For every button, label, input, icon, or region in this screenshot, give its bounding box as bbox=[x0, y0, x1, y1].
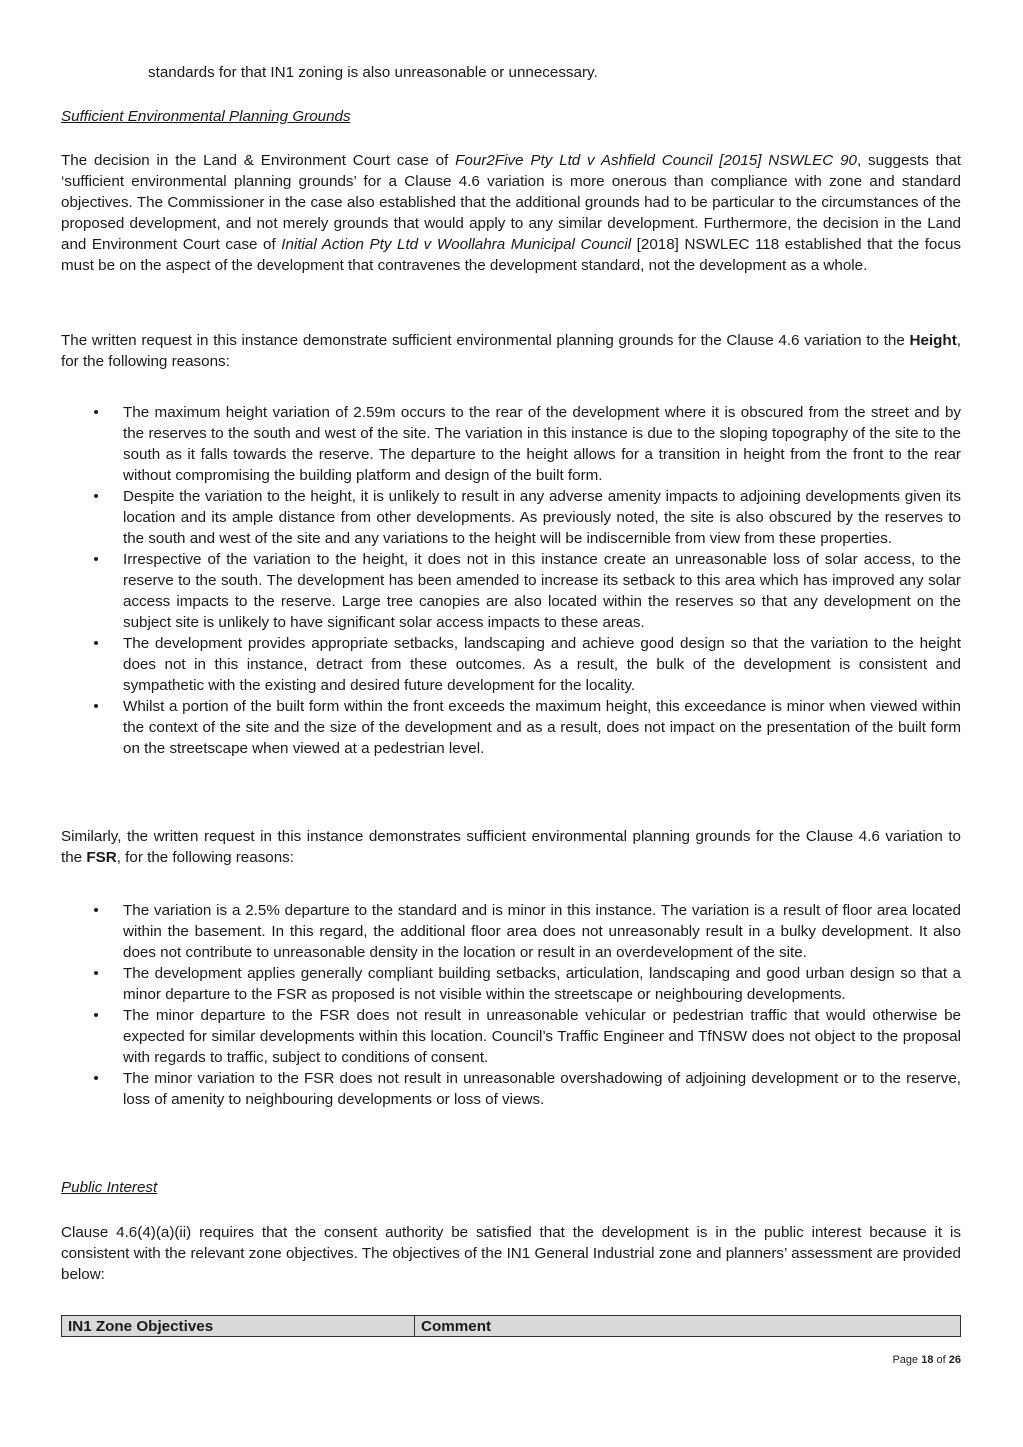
list-item-text: The variation is a 2.5% departure to the standard and is minor in this instance. The variation is a result of floor area located within the basement. In this regard, the additional floor area does not unreasonably result in a bulky development. It also does not contribute to unreasonable density in the location or result in an overdevelopment of the site. bbox=[123, 902, 961, 961]
page-total: 26 bbox=[948, 1354, 961, 1366]
continued-text-line: standards for that IN1 zoning is also unreasonable or unnecessary. bbox=[148, 64, 598, 81]
section-heading-public-interest bbox=[61, 1177, 961, 1198]
list-item bbox=[61, 1068, 961, 1110]
list-item-text: The minor departure to the FSR does not result in unreasonable vehicular or pedestrian traffic that would otherwise be expected for similar developments within this location. Council’s Traffic Engineer and TfNSW does not object to the proposal with regards to traffic, subject to conditions of consent. bbox=[123, 1007, 961, 1066]
case-citation: Four2Five Pty Ltd v Ashfield Council [2015] NSWLEC 90 bbox=[455, 152, 857, 169]
paragraph-text: , for the following reasons: bbox=[61, 332, 961, 370]
list-item-text: Irrespective of the variation to the height, it does not in this instance create an unreasonable loss of solar access, to the reserve to the south. The development has been amended to increase its setback to this area which has improved any solar access impacts to the reserve. Large tree canopies are also located within the reserves so that any development on the subject site is unlikely to have significant solar access impacts to these areas. bbox=[123, 551, 961, 631]
page-number bbox=[892, 1353, 961, 1367]
section-heading-text: Public Interest bbox=[61, 1179, 158, 1196]
paragraph-court-cases bbox=[61, 150, 961, 276]
list-item-text: Whilst a portion of the built form within the front exceeds the maximum height, this exceedance is minor when viewed within the context of the site and the size of the development and as a result, does not impact on the presentation of the built form on the streetscape when viewed at a pedestrian level. bbox=[123, 698, 961, 757]
page-label: Page bbox=[892, 1354, 922, 1366]
zone-objectives-table-header bbox=[61, 1315, 961, 1337]
page-current: 18 bbox=[921, 1354, 934, 1366]
list-item bbox=[61, 900, 961, 963]
list-item-text: Despite the variation to the height, it is unlikely to result in any adverse amenity impacts to adjoining developments given its location and its ample distance from other developments. As previously noted, the site is also obscured by the reserves to the south and west of the site and any variations to the height will be indiscernible from view from these properties. bbox=[123, 488, 961, 547]
paragraph-height-intro bbox=[61, 330, 961, 372]
paragraph-public-interest: Clause 4.6(4)(a)(ii) requires that the consent authority be satisfied that the development is in the public interest because it is consistent with the relevant zone objectives. The objectives of the IN1 General Industrial zone and planners’ assessment are provided below: bbox=[61, 1224, 961, 1283]
table-header-comment: Comment bbox=[421, 1318, 492, 1335]
page-of-label: of bbox=[933, 1354, 949, 1366]
list-item bbox=[61, 486, 961, 549]
table-header-objectives: IN1 Zone Objectives bbox=[62, 1316, 415, 1336]
list-item bbox=[61, 402, 961, 486]
paragraph-text: [2018] NSWLEC 118 established that the focus must be on the aspect of the development that contravenes the development standard, not the development as a whole. bbox=[61, 236, 962, 274]
bullet-icon: • bbox=[93, 698, 99, 715]
height-reasons-list bbox=[61, 402, 961, 759]
bullet-icon: • bbox=[93, 902, 99, 919]
bullet-icon: • bbox=[93, 1007, 99, 1024]
paragraph-fsr-intro bbox=[61, 826, 961, 868]
list-item-text: The development applies generally compliant building setbacks, articulation, landscaping and good urban design so that a minor departure to the FSR as proposed is not visible within the streetscape or neighbouring developments. bbox=[123, 965, 961, 1003]
bullet-icon: • bbox=[93, 488, 99, 505]
case-citation: Initial Action Pty Ltd v Woollahra Municipal Council bbox=[281, 236, 632, 253]
bullet-icon: • bbox=[93, 965, 99, 982]
bullet-icon: • bbox=[93, 551, 99, 568]
list-item bbox=[61, 1005, 961, 1068]
bullet-icon: • bbox=[93, 404, 99, 421]
section-heading-text: Sufficient Environmental Planning Grounds bbox=[61, 108, 351, 125]
list-item-text: The development provides appropriate setbacks, landscaping and achieve good design so that the variation to the height does not in this instance, detract from these outcomes. As a result, the bulk of the development is consistent and sympathetic with the existing and desired future development for the locality. bbox=[123, 635, 961, 694]
list-item bbox=[61, 963, 961, 1005]
list-item bbox=[61, 549, 961, 633]
list-item-text: The minor variation to the FSR does not result in unreasonable overshadowing of adjoining development or to the reserve, loss of amenity to neighbouring developments or loss of views. bbox=[123, 1070, 961, 1108]
list-item-text: The maximum height variation of 2.59m occurs to the rear of the development where it is obscured from the street and by the reserves to the south and west of the site. The variation in this instance is due to the sloping topography of the site to the south as it falls towards the reserve. The departure to the height allows for a transition in height from the front to the rear without compromising the building platform and design of the built form. bbox=[123, 404, 961, 484]
emphasis-height: Height bbox=[909, 332, 957, 349]
paragraph-text: The decision in the Land & Environment Court case of bbox=[61, 152, 456, 169]
section-heading-grounds bbox=[61, 106, 961, 127]
emphasis-fsr: FSR bbox=[86, 849, 117, 866]
paragraph-text: , suggests that ‘sufficient environmental planning grounds’ for a Clause 4.6 variation is more onerous than compliance with zone and standard objectives. The Commissioner in the case also established that the additional grounds had to be particular to the circumstances of the proposed development, and not merely grounds that would apply to any similar development. Furthermore, the decision in the Land and Environment Court case of bbox=[61, 152, 961, 253]
list-item bbox=[61, 633, 961, 696]
fsr-reasons-list bbox=[61, 900, 961, 1110]
bullet-icon: • bbox=[93, 635, 99, 652]
list-item bbox=[61, 696, 961, 759]
paragraph-text: , for the following reasons: bbox=[116, 849, 295, 866]
bullet-icon: • bbox=[93, 1070, 99, 1087]
paragraph-text: The written request in this instance demonstrate sufficient environmental planning grounds for the Clause 4.6 variation to the bbox=[61, 332, 910, 349]
paragraph-text: Similarly, the written request in this instance demonstrates sufficient environmental planning grounds for the Clause 4.6 variation to the bbox=[61, 828, 961, 866]
